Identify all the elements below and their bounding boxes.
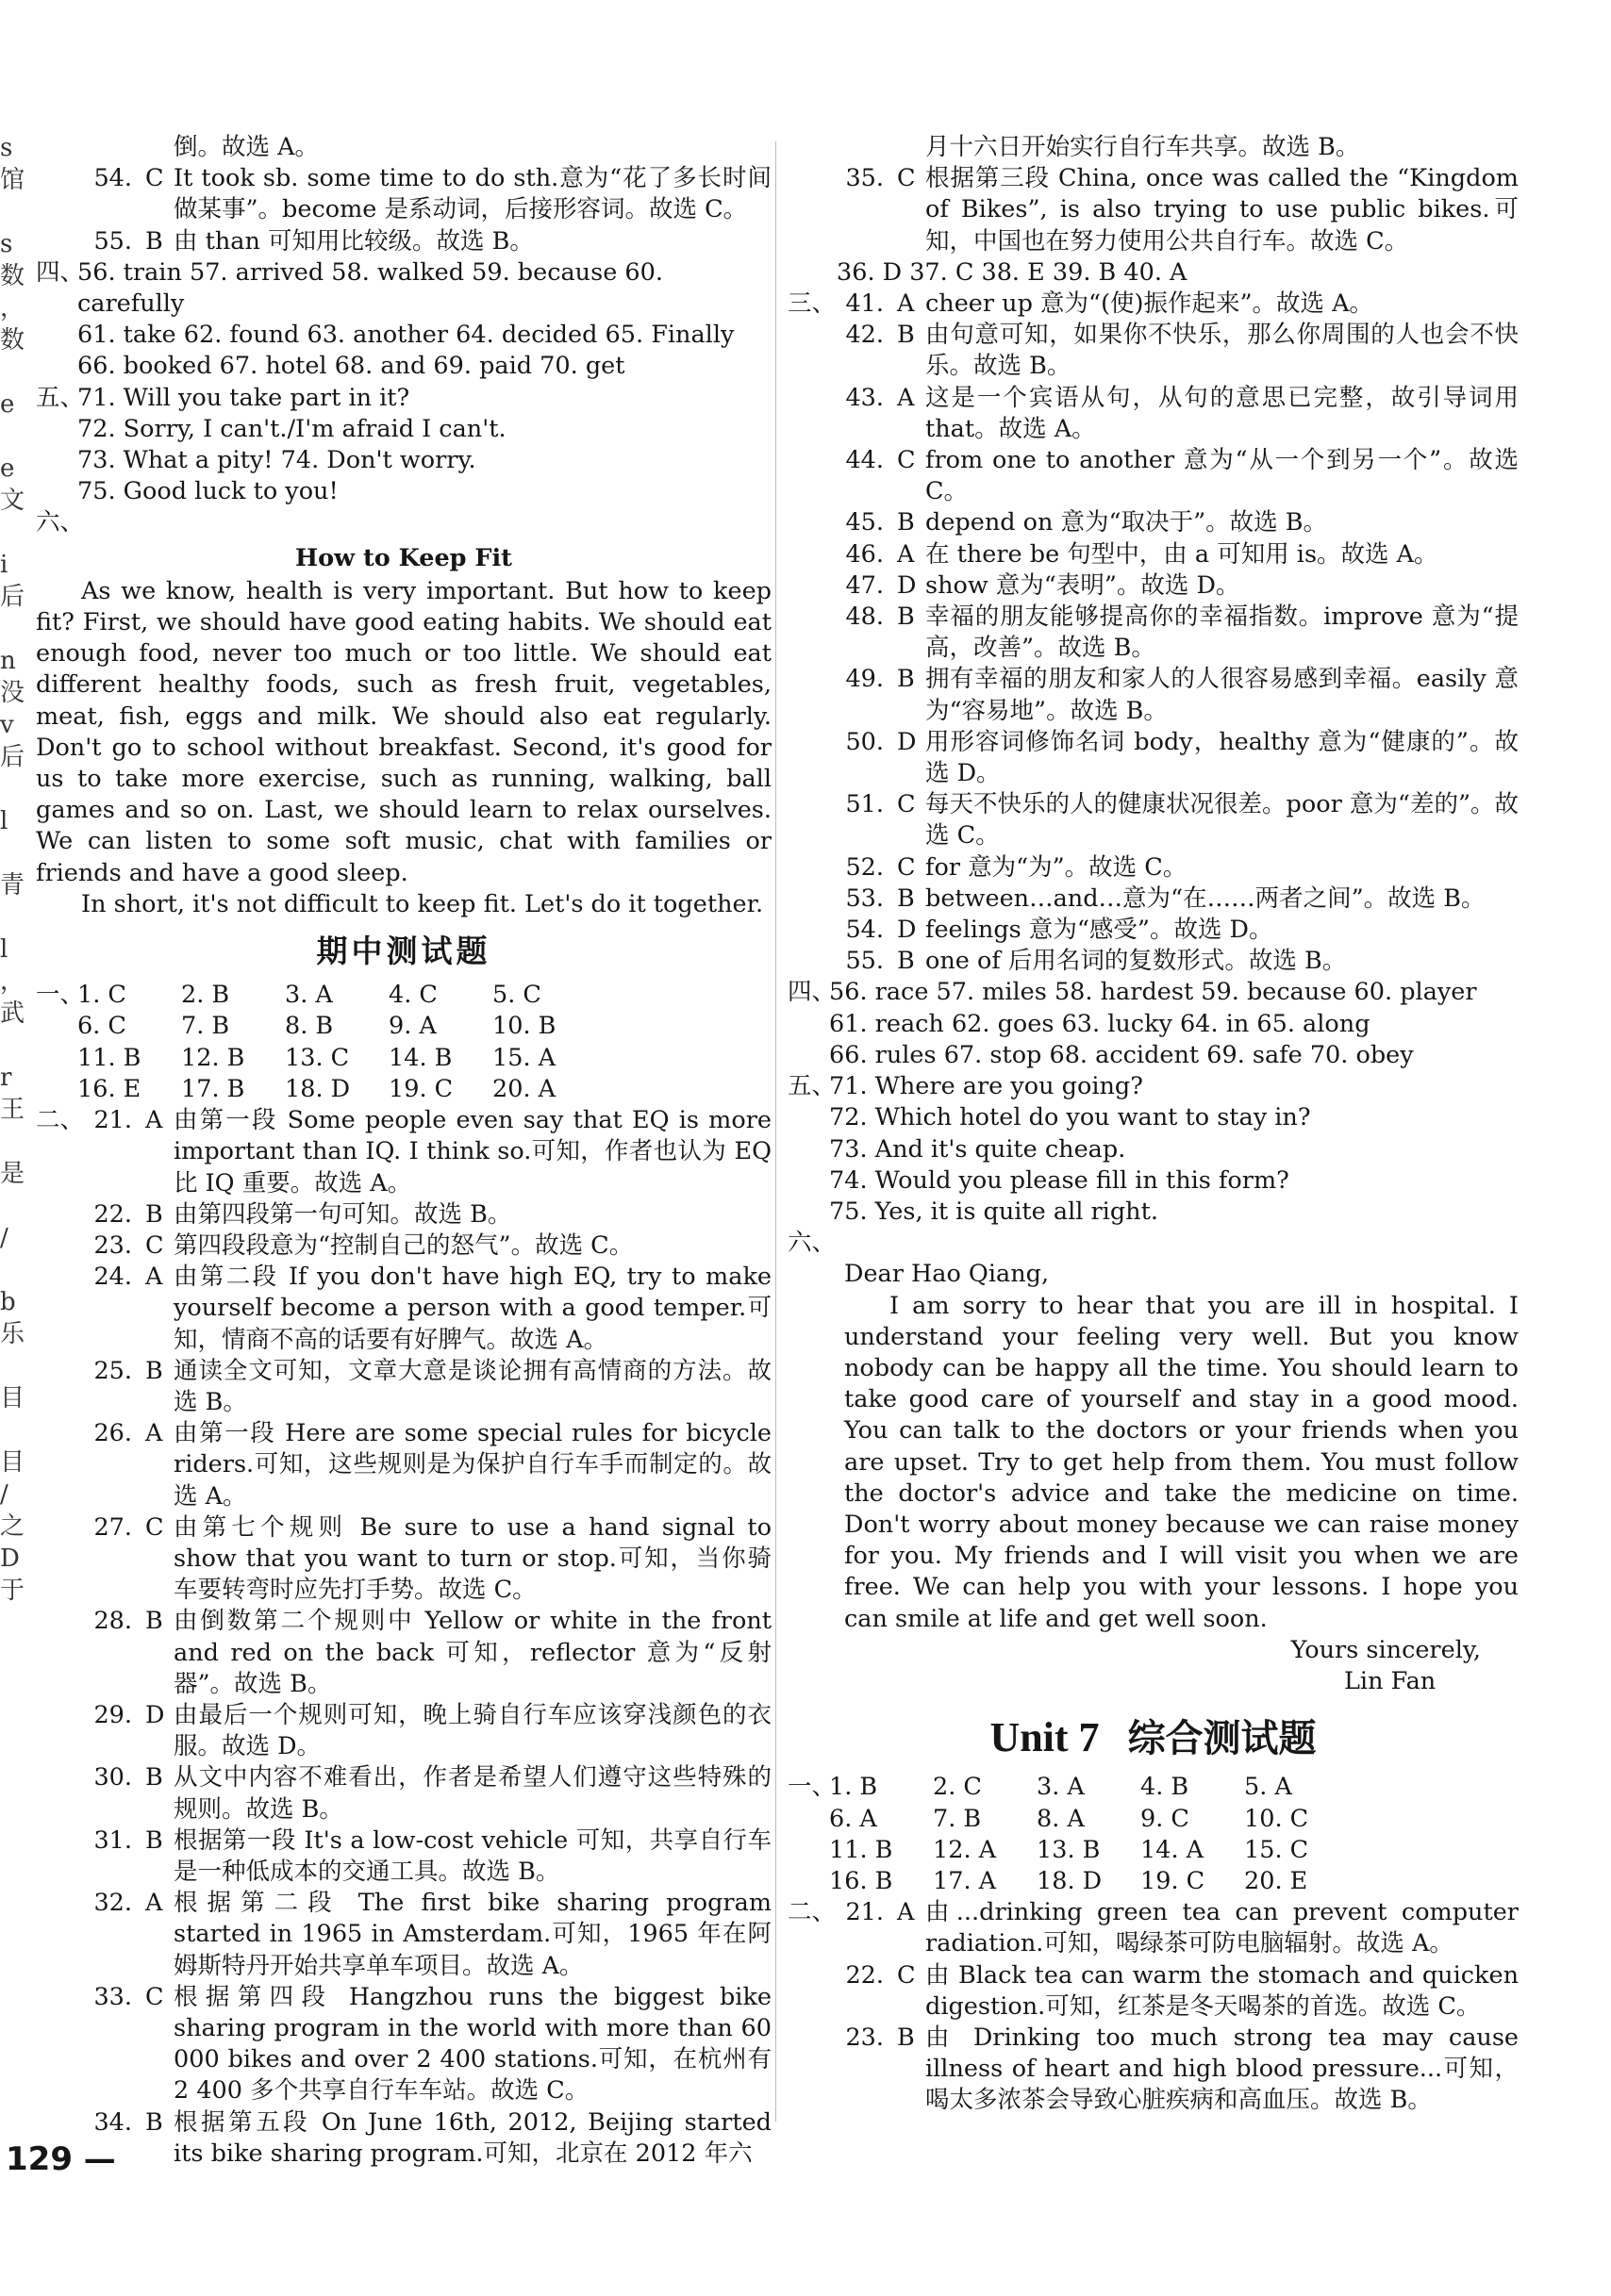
answer-row-36-40: 36. D 37. C 38. E 39. B 40. A [837, 257, 1187, 287]
section-five: 五、 71. Will you take part in it? 72. Sorry, I can't./I'm afraid I can't. 73. What a pity! 74. Don't worry. 75. Good luck to you! [36, 383, 507, 506]
section-three-answers: 三、 41. A cheer up 意为“(使)振作起来”。故选 A。 42. B 由句意可知，如果你不快乐，那么你周围的人也会不快乐。故选 B。 43. A 这是一个宾语从句，从句的意思已完整，故引导词用 that。故选 A。 44. C from one to another 意为“从一个到另一个”。故选 C。 45. B depend on 意为“取决于”。故选 B。 46. A 在 there be 句型中，由 a 可知用 is。故选 A。 47. D show 意为“表明”。故选 D。 48. B 幸福的朋友能够提高你的幸福指数。improve 意为“提高，改善”。故选 B。 49. B 拥有幸福的朋友和家人的人很容易感到幸福。easily 意为“容易地”。故选 B。 50. D 用形容词修饰名词 body，healthy 意为“健康的”。故选 D。 51. C 每天不快乐的人的健康状况很差。poor 意为“差的”。故选 C。 52. C for 意为“为”。故选 C。 53. B between…and…意为“在……两者之间”。故选 B。 54. D feelings 意为“感受”。故选 D。 55. B one of 后用名词的复数形式。故选 B。 [788, 289, 1519, 976]
essay-body: As we know, health is very important. But how to keep fit? First, we should have good eating habits. We should eat enough food, never too much or too little. We should eat different healthy foods, such as fresh fruit, vegetables, meat, fish, eggs and milk. We should also eat regularly. Don't go to school without breakfast. Second, it's good for us to take more exercise, such as running, walking, ball games and so on. Last, we should learn to relax ourselves. We can listen to some soft music, chat with families or friends and have a good sleep. In short, it's not difficult to keep fit. Let's do it together. [36, 576, 772, 918]
right-column [788, 132, 1519, 2117]
column-divider [775, 141, 776, 2122]
section-five: 五、 71. Where are you going? 72. Which hotel do you want to stay in? 73. And it's quite cheap. 74. Would you please fill in this form? 75. Yes, it is quite all right. [788, 1072, 1311, 1226]
left-edge-cropped-text: s 馆 s 数 ， 数 e e 文 i 后 n 没 v 后 l 青 l ， 武 r 王 是 / b 乐 目 目 / 之 D 于 [0, 134, 25, 1605]
essay-title: How to Keep Fit [295, 543, 512, 572]
multiple-choice-answers: 一、 1. B 2. C 3. A 4. B 5. A 6. A 7. B 8. A 9. C 10. C 11. B 12. A 13. B 14. A 15. C 16. B 17. A 18. D 19. C 20. E [788, 1773, 1309, 1895]
page-number: 129 — [6, 2140, 116, 2178]
left-column [36, 132, 772, 2170]
multiple-choice-answers: 一、 1. C 2. B 3. A 4. C 5. C 6. C 7. B 8. B 9. A 10. B 11. B 12. B 13. C 14. B 15. A 16. E 17. B 18. D 19. C 20. A [36, 981, 556, 1103]
letter: Dear Hao Qiang, I am sorry to hear that you are ill in hospital. I understand your feeling very well. But you know nobody can be happy all the time. You should learn to take good care of yourself and stay in a good mood. You can talk to the doctors or your friends when you are upset. Try to get help from them. You must follow the doctor's advice and take the medicine on time. Don't worry about money because we can raise money for you. My friends and I will visit you when we are free. We can help you with your lessons. I hope you can smile at life and get well soon. Yours sincerely, Lin Fan [844, 1260, 1519, 1695]
answer-item: 55. B 由 than 可知用比较级。故选 B。 [93, 226, 534, 256]
midterm-test-heading: 期中测试题 [316, 933, 491, 970]
section-two-answers: 二、 21. A 由...drinking green tea can prevent computer radiation.可知，喝绿茶可防电脑辐射。故选 A。 22. C 由 Black tea can warm the stomach and quicken digestion.可知，红茶是冬天喝茶的首选。故选 C。 23. B 由 Drinking too much strong tea may cause illness of heart and high blood pressure...可知，喝太多浓茶会导致心脏疾病和高血压。故选 B。 [788, 1898, 1519, 2115]
section-six: 六、 Dear Hao Qiang, I am sorry to hear that you are ill in hospital. I understand your feeling very well. But you know nobody can be happy all the time. You should learn to take good care of yourself and stay in a good mood. You can talk to the doctors or your friends when you are upset. Try to get help from them. You must follow the doctor's advice and take the medicine on time. Don't worry about money because we can raise money for you. My friends and I will visit you when we are free. We can help you with your lessons. I hope you can smile at life and get well soon. Yours sincerely, Lin Fan [788, 1228, 1519, 1697]
section-two-answers: 二、 21. A 由第一段 Some people even say that EQ is more important than IQ. I think so.可知，作者也认为 EQ 比 IQ 重要。故选 A。 22. B 由第四段第一句可知。故选 B。 23. C 第四段段意为“控制自己的怒气”。故选 C。 24. A 由第二段 If you don't have high EQ, try to make yourself become a person with a good temper.可知，情商不高的话要有好脾气。故选 A。 25. B 通读全文可知，文章大意是谈论拥有高情商的方法。故选 B。 26. A 由第一段 Here are some special rules for bicycle riders.可知，这些规则是为保护自行车手而制定的。故选 A。 27. C 由第七个规则 Be sure to use a hand signal to show that you want to turn or stop.可知，当你骑车要转弯时应先打手势。故选 C。 28. B 由倒数第二个规则中 Yellow or white in the front and red on the back 可知，reflector 意为“反射器”。故选 B。 29. D 由最后一个规则可知，晚上骑自行车应该穿浅颜色的衣服。故选 D。 30. B 从文中内容不难看出，作者是希望人们遵守这些特殊的规则。故选 B。 31. B 根据第一段 It's a low-cost vehicle 可知，共享自行车是一种低成本的交通工具。故选 B。 32. A 根据第二段 The first bike sharing program started in 1965 in Amsterdam.可知，1965 年在阿姆斯特丹开始共享单车项目。故选 A。 33. C 根据第四段 Hangzhou runs the biggest bike sharing program in the world with more than 60 000 bikes and over 2 400 stations.可知，在杭州有 2 400 多个共享自行车车站。故选 C。 34. B 根据第五段 On June 16th, 2012, Beijing started its bike sharing program.可知，北京在 2012 年六 [36, 1106, 772, 2168]
continuation-text: 月十六日开始实行自行车共享。故选 B。 [925, 133, 1360, 161]
continuation-text: 倒。故选 A。 [174, 133, 320, 161]
answer-item: 35. C 根据第三段 China, once was called the “Kingdom of Bikes”, is also trying to use public bikes.可知，中国也在努力使用公共自行车。故选 C。 [845, 164, 1519, 256]
section-four: 四、 56. train 57. arrived 58. walked 59. because 60. carefully 61. take 62. found 63. another 64. decided 65. Finally 66. booked 67. hotel 68. and 69. paid 70. get [36, 257, 735, 381]
section-four: 四、 56. race 57. miles 58. hardest 59. because 60. player 61. reach 62. goes 63. lucky 64. in 65. along 66. rules 67. stop 68. accident 69. safe 70. obey [788, 978, 1477, 1069]
answer-item: 54. C It took sb. some time to do sth.意为“花了多长时间做某事”。become 是系动词，后接形容词。故选 C。 [93, 164, 772, 224]
unit-7-heading: Unit 7 综合测试题 [989, 1714, 1317, 1761]
section-six: 六、 How to Keep Fit As we know, health is very important. But how to keep fit? First, we should have good eating habits. We should eat enough food, never too much or too little. We should eat different healthy foods, such as fresh fruit, vegetables, meat, fish, eggs and milk. We should also eat regularly. Don't go to school without breakfast. Second, it's good for us to take more exercise, such as running, walking, ball games and so on. Last, we should learn to relax ourselves. We can listen to some soft music, chat with families or friends and have a good sleep. In short, it's not difficult to keep fit. Let's do it together. [36, 507, 772, 920]
